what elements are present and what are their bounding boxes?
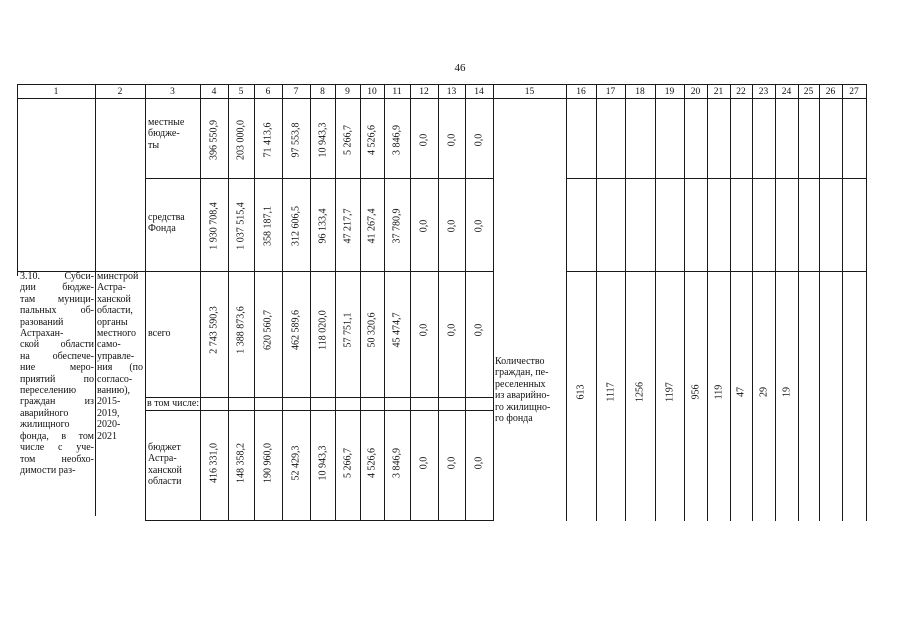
grid-line: [145, 410, 494, 411]
column-header: 24: [781, 87, 792, 97]
grid-line: [730, 84, 731, 521]
regional-value: [316, 421, 330, 505]
value-text: 312 606,5: [290, 206, 302, 246]
text-line: там муници-: [20, 293, 94, 305]
value-text: 10 943,3: [317, 122, 328, 158]
text-line: Астра-: [148, 453, 177, 465]
column-header: 15: [524, 87, 535, 97]
column-header: 21: [713, 87, 724, 97]
value-text: 0,0: [446, 219, 457, 233]
value-text: 3 846,9: [391, 448, 403, 478]
column-header: 1: [53, 87, 59, 97]
regional-value: [207, 421, 221, 505]
column-header: 18: [635, 87, 645, 97]
text-line: Количество: [495, 356, 545, 367]
row-local-label: [148, 117, 198, 151]
value-text: 0,0: [473, 133, 485, 147]
column-header: 14: [474, 87, 484, 97]
measure-executor: [97, 271, 143, 442]
grid-line: [410, 84, 411, 521]
value-text: 19: [781, 387, 792, 397]
text-line: числе с уче-: [20, 442, 94, 454]
row-fund-value: [207, 184, 221, 268]
text-line: бюджет: [148, 442, 181, 453]
grid-line: [145, 84, 146, 521]
value-text: 1117: [605, 382, 616, 402]
column-header: 22: [736, 87, 746, 97]
value-text: 5 266,7: [342, 448, 353, 478]
text-line: бюдже-: [148, 128, 180, 140]
row-local-value: [261, 98, 275, 182]
row-fund-label: [148, 212, 198, 235]
column-header: 25: [803, 87, 814, 97]
text-line: го жилищно-: [495, 401, 551, 413]
total-value: [341, 288, 355, 372]
value-text: 45 474,7: [391, 312, 403, 348]
value-text: 620 560,7: [262, 310, 274, 350]
value-text: 0,0: [473, 219, 485, 233]
text-line: Фонда: [148, 223, 176, 235]
row-local-value: [234, 98, 248, 182]
value-text: 1 037 515,4: [235, 202, 247, 250]
text-line: аварийного: [20, 407, 69, 419]
row-local-value: [390, 98, 404, 182]
grid-line: [707, 84, 708, 521]
column-header: 7: [293, 87, 299, 97]
row-local-value: [289, 98, 303, 182]
text-line: 2021: [97, 430, 117, 442]
value-text: 396 550,9: [208, 120, 220, 160]
value-text: 41 267,4: [366, 208, 378, 244]
row-fund-value: [289, 184, 303, 268]
indicator-value: [663, 350, 677, 434]
grid-line: [798, 84, 799, 521]
value-text: 1256: [634, 382, 646, 402]
value-text: 1197: [664, 382, 675, 402]
grid-line: [596, 84, 597, 521]
column-header: 3: [170, 87, 175, 97]
grid-line: [254, 84, 255, 521]
text-line: местные: [148, 117, 185, 128]
text-line: согласо-: [97, 373, 133, 385]
value-text: 2 743 590,3: [208, 306, 220, 354]
grid-line: [566, 84, 567, 521]
total-value: [234, 288, 248, 372]
column-header: 5: [238, 87, 244, 97]
grid-line: [752, 84, 753, 521]
row-local-value: [316, 98, 330, 182]
grid-line: [228, 84, 229, 521]
page-number: 46: [454, 62, 466, 74]
row-fund-value: [261, 184, 275, 268]
regional-value: [365, 421, 379, 505]
value-text: 97 553,8: [290, 122, 302, 158]
grid-line: [145, 520, 494, 521]
text-line: на обеспече-: [20, 350, 94, 362]
value-text: 0,0: [446, 456, 457, 470]
indicator-value: [734, 350, 748, 434]
text-line: пальных об-: [20, 305, 94, 317]
column-header: 27: [849, 87, 859, 97]
grid-line: [310, 84, 311, 521]
grid-line: [655, 84, 656, 521]
value-text: 4 526,6: [366, 125, 378, 155]
column-header: 4: [211, 87, 217, 97]
regional-value: [445, 421, 459, 505]
grid-line: [438, 84, 439, 521]
total-value: [289, 288, 303, 372]
total-value: [261, 288, 275, 372]
value-text: 0,0: [446, 323, 457, 337]
text-line: органы: [97, 316, 128, 328]
row-local-value: [341, 98, 355, 182]
text-line: области: [148, 476, 182, 488]
value-text: 358 187,1: [262, 206, 274, 246]
row-fund-value: [417, 184, 431, 268]
value-text: 0,0: [473, 323, 485, 337]
text-line: Астра-: [97, 282, 126, 294]
regional-value: [261, 421, 275, 505]
grid-line: [360, 84, 361, 521]
column-header: 16: [576, 87, 586, 97]
text-line: переселению: [20, 385, 77, 397]
grid-line: [566, 178, 867, 179]
total-value: [365, 288, 379, 372]
text-line: 3.10. Субси-: [20, 271, 94, 282]
value-text: 119: [713, 384, 724, 400]
total-value: [316, 288, 330, 372]
grid-line: [625, 84, 626, 521]
row-local-value: [365, 98, 379, 182]
text-line: ния (по: [97, 362, 143, 374]
column-header: 2: [117, 87, 123, 97]
text-line: приятий по: [20, 373, 94, 385]
column-header: 12: [419, 87, 429, 97]
regional-value: [289, 421, 303, 505]
value-text: 1 930 708,4: [208, 202, 220, 250]
column-header: 17: [605, 87, 616, 97]
value-text: 47 217,7: [342, 208, 353, 244]
text-line: средства: [148, 212, 185, 223]
column-header: 10: [367, 87, 377, 97]
indicator-value: [780, 350, 794, 434]
text-line: из аварийно-: [495, 390, 550, 402]
grid-line: [17, 84, 18, 276]
row-fund-value: [234, 184, 248, 268]
column-header: 9: [345, 87, 350, 97]
text-line: фонда, в том: [20, 430, 94, 442]
value-text: 50 320,6: [366, 312, 378, 348]
total-value: [390, 288, 404, 372]
value-text: 0,0: [418, 133, 430, 147]
value-text: 190 960,0: [262, 443, 274, 483]
grid-line: [819, 84, 820, 521]
value-text: 5 266,7: [342, 125, 353, 155]
row-fund-value: [341, 184, 355, 268]
column-header: 6: [265, 87, 271, 97]
value-text: 0,0: [418, 219, 430, 233]
value-text: 1 388 873,6: [235, 306, 247, 354]
value-text: 4 526,6: [366, 448, 378, 478]
text-line: жилищного: [20, 419, 70, 431]
grid-line: [282, 84, 283, 521]
text-line: само-: [97, 339, 121, 351]
value-text: 0,0: [473, 456, 485, 470]
text-line: дии бюдже-: [20, 282, 94, 294]
text-line: ние меро-: [20, 362, 94, 374]
grid-line: [335, 84, 336, 521]
grid-line: [684, 84, 685, 521]
text-line: 2020-: [97, 419, 121, 431]
value-text: 0,0: [446, 133, 457, 147]
grid-line: [493, 84, 494, 521]
row-local-value: [417, 98, 431, 182]
value-text: 956: [690, 384, 701, 400]
row-fund-value: [390, 184, 404, 268]
indicator-value: [633, 350, 647, 434]
text-line: управле-: [97, 350, 135, 362]
value-text: 10 943,3: [317, 445, 328, 481]
value-text: 96 133,4: [317, 208, 328, 244]
grid-line: [200, 84, 201, 521]
total-value: [445, 288, 459, 372]
value-text: 0,0: [418, 456, 430, 470]
column-header: 8: [320, 87, 325, 97]
text-line: го фонда: [495, 413, 533, 425]
regional-label: [148, 442, 198, 488]
value-text: 613: [575, 384, 587, 400]
indicator-value: [757, 350, 771, 434]
column-header: 19: [664, 87, 675, 97]
value-text: 416 331,0: [208, 443, 220, 483]
column-header: 13: [446, 87, 457, 97]
text-line: разований: [20, 316, 64, 328]
value-text: 148 358,2: [235, 443, 247, 483]
text-line: ханской: [97, 293, 131, 305]
indicator-text: [495, 356, 565, 424]
text-line: граждан, пе-: [495, 367, 549, 379]
total-value: [417, 288, 431, 372]
grid-line: [775, 84, 776, 521]
indicator-value: [689, 350, 703, 434]
row-fund-value: [365, 184, 379, 268]
column-header: 11: [392, 87, 402, 97]
column-header: 23: [758, 87, 769, 97]
regional-value: [472, 421, 486, 505]
grid-line: [842, 84, 843, 521]
indicator-value: [712, 350, 726, 434]
total-value: [207, 288, 221, 372]
row-local-value: [472, 98, 486, 182]
value-text: 3 846,9: [391, 125, 403, 155]
indicator-value: [574, 350, 588, 434]
text-line: том необхо-: [20, 453, 94, 465]
text-line: 2015-: [97, 396, 121, 408]
text-line: граждан из: [20, 396, 94, 408]
text-line: ты: [148, 139, 160, 151]
grid-line: [465, 84, 466, 521]
text-line: ванию),: [97, 385, 131, 397]
grid-line: [566, 271, 867, 272]
value-text: 203 000,0: [235, 120, 247, 160]
value-text: 118 020,0: [317, 310, 328, 350]
column-header: 20: [690, 87, 701, 97]
text-line: 2019,: [97, 407, 120, 419]
text-line: ской области: [20, 339, 94, 351]
column-header: 26: [825, 87, 836, 97]
value-text: 57 751,1: [342, 312, 353, 348]
row-local-value: [445, 98, 459, 182]
row-fund-value: [316, 184, 330, 268]
total-value: [472, 288, 486, 372]
text-line: димости раз-: [20, 464, 76, 476]
row-fund-value: [472, 184, 486, 268]
value-text: 47: [735, 387, 747, 397]
regional-value: [341, 421, 355, 505]
text-line: ханской: [148, 464, 182, 476]
value-text: 37 780,9: [391, 208, 403, 244]
value-text: 71 413,6: [262, 122, 274, 158]
value-text: 29: [758, 387, 769, 397]
measure-name: [20, 271, 94, 476]
value-text: 52 429,3: [290, 445, 302, 481]
text-line: минстрой: [97, 271, 139, 282]
row-fund-value: [445, 184, 459, 268]
regional-value: [234, 421, 248, 505]
grid-line: [95, 84, 96, 516]
total-label: всего: [148, 328, 171, 339]
including-label: в том числе:: [147, 398, 200, 409]
regional-value: [417, 421, 431, 505]
text-line: области,: [97, 305, 133, 317]
indicator-value: [604, 350, 618, 434]
row-local-value: [207, 98, 221, 182]
regional-value: [390, 421, 404, 505]
value-text: 0,0: [418, 323, 430, 337]
value-text: 462 589,6: [290, 310, 302, 350]
grid-line: [866, 84, 867, 521]
grid-line: [384, 84, 385, 521]
text-line: Астрахан-: [20, 328, 64, 340]
text-line: реселенных: [495, 378, 546, 390]
text-line: местного: [97, 328, 137, 340]
